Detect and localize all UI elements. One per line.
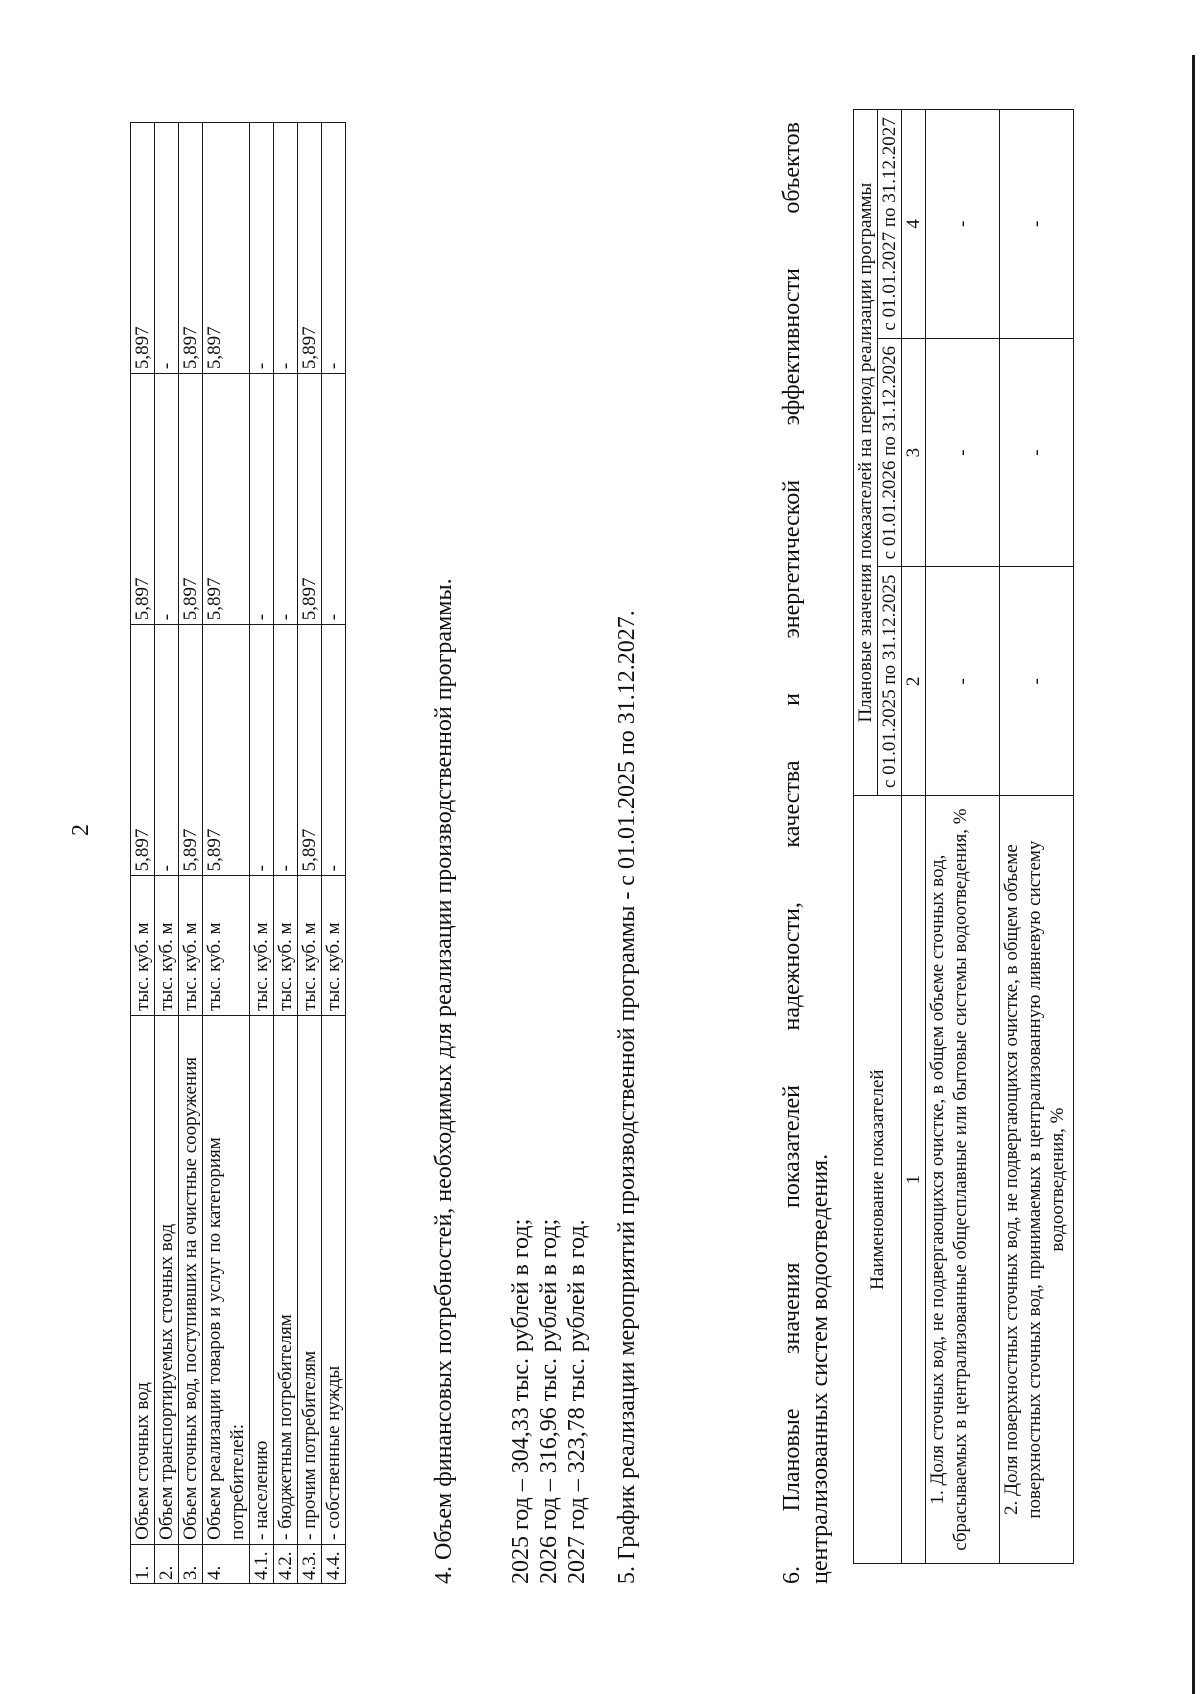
row-number: 4. [203,1544,250,1583]
section6-word: 6. [779,1566,805,1584]
rotated-page-content [130,0,1180,1584]
page-edge-rule [1192,55,1195,1694]
row-value: 5,897 [203,374,250,625]
table-row [274,123,298,1584]
row-unit: тыс. куб. м [131,876,155,1016]
column-number: 2 [902,567,926,796]
row-unit: тыс. куб. м [322,876,346,1016]
row-unit: тыс. куб. м [179,876,203,1016]
section6-word: надежности, [779,902,805,1031]
row-name: Объем сточных вод [131,1015,155,1544]
section6-word: эффективности [779,268,805,426]
row-name: Объем реализации товаров и услуг по категориям потребителей: [203,1015,250,1544]
section6-word: и [779,693,805,706]
row-value: 5,897 [298,625,322,876]
row-unit: тыс. куб. м [274,876,298,1016]
row-unit: тыс. куб. м [203,876,250,1016]
indicator-value: - [1000,110,1074,339]
section6-heading-line2: централизованных систем водоотведения. [807,1153,833,1584]
indicator-value: - [1000,567,1074,796]
row-number: 4.3. [298,1544,322,1583]
row-value: - [322,374,346,625]
row-number: 4.4. [322,1544,346,1583]
volumes-table [130,122,346,1584]
column-number: 1 [902,796,926,1564]
header-indicator-name: Наименование показателей [854,796,902,1564]
row-value: 5,897 [298,123,322,374]
row-value: - [274,374,298,625]
section6-word: объектов [779,122,805,214]
column-number: 3 [902,338,926,567]
header-period: с 01.01.2027 по 31.12.2027 [878,110,902,339]
row-value: 5,897 [179,374,203,625]
row-value: - [155,123,179,374]
row-number: 1. [131,1544,155,1583]
row-number: 3. [179,1544,203,1583]
indicator-value: - [926,110,1000,339]
section6-word: качества [779,760,805,848]
row-value: - [155,625,179,876]
section4-line: 2026 год – 316,96 тыс. рублей в год; [536,1218,562,1584]
row-unit: тыс. куб. м [155,876,179,1016]
column-number: 4 [902,110,926,339]
table-row [155,123,179,1584]
section6-word: Плановые [779,1408,805,1512]
row-value: 5,897 [131,374,155,625]
header-period: с 01.01.2025 по 31.12.2025 [878,567,902,796]
row-number: 4.1. [250,1544,274,1583]
section6-heading [778,122,834,1584]
section6-word: значения [779,1262,805,1354]
section4-heading: 4. Объем финансовых потребностей, необходимых для реализации производственной программы. [431,578,457,1584]
row-value: 5,897 [131,123,155,374]
page-number: 2 [68,824,94,836]
section6-word: энергетической [779,479,805,639]
section4-line: 2025 год – 304,33 тыс. рублей в год; [508,1218,534,1584]
row-value: - [155,374,179,625]
indicator-value: - [1000,338,1074,567]
row-unit: тыс. куб. м [298,876,322,1016]
table-row [322,123,346,1584]
row-name: - собственные нужды [322,1015,346,1544]
row-name: - бюджетным потребителям [274,1015,298,1544]
row-value: 5,897 [203,123,250,374]
section6-word: показателей [779,1085,805,1208]
row-value: 5,897 [203,625,250,876]
row-unit: тыс. куб. м [250,876,274,1016]
table-row [179,123,203,1584]
table-row [250,123,274,1584]
indicator-name: 1. Доля сточных вод, не подвергающихся очистке, в общем объеме сточных вод, сбрасываемых в централизованные общесплавные или бытовые системы водоотведения, % [926,796,1000,1564]
row-value: - [250,625,274,876]
row-value: - [322,123,346,374]
row-name: - прочим потребителям [298,1015,322,1544]
section4-line: 2027 год – 323,78 тыс. рублей в год. [564,1219,590,1584]
row-number: 2. [155,1544,179,1583]
table-row [131,123,155,1584]
row-value: - [274,123,298,374]
indicator-value: - [926,567,1000,796]
row-value: 5,897 [179,123,203,374]
header-planned-values: Плановые значения показателей на период реализации программы [854,110,878,796]
row-value: - [250,123,274,374]
indicator-value: - [926,338,1000,567]
row-value: 5,897 [298,374,322,625]
header-period: с 01.01.2026 по 31.12.2026 [878,338,902,567]
row-value: - [274,625,298,876]
row-value: 5,897 [179,625,203,876]
indicators-table [853,109,1074,1564]
table-row [203,123,250,1584]
row-number: 4.2. [274,1544,298,1583]
row-value: - [250,374,274,625]
row-value: - [322,625,346,876]
row-name: Объем транспортируемых сточных вод [155,1015,179,1544]
row-name: Объем сточных вод, поступивших на очистные сооружения [179,1015,203,1544]
table-row [298,123,322,1584]
row-value: 5,897 [131,625,155,876]
section5-heading: 5. График реализации мероприятий производственной программы - с 01.01.2025 по 31.12.2027. [614,610,640,1584]
row-name: - населению [250,1015,274,1544]
indicator-name: 2. Доля поверхностных сточных вод, не подвергающихся очистке, в общем объеме поверхностных сточных вод, принимаемых в централизованную ливневую систему водоотведения, % [1000,796,1074,1564]
